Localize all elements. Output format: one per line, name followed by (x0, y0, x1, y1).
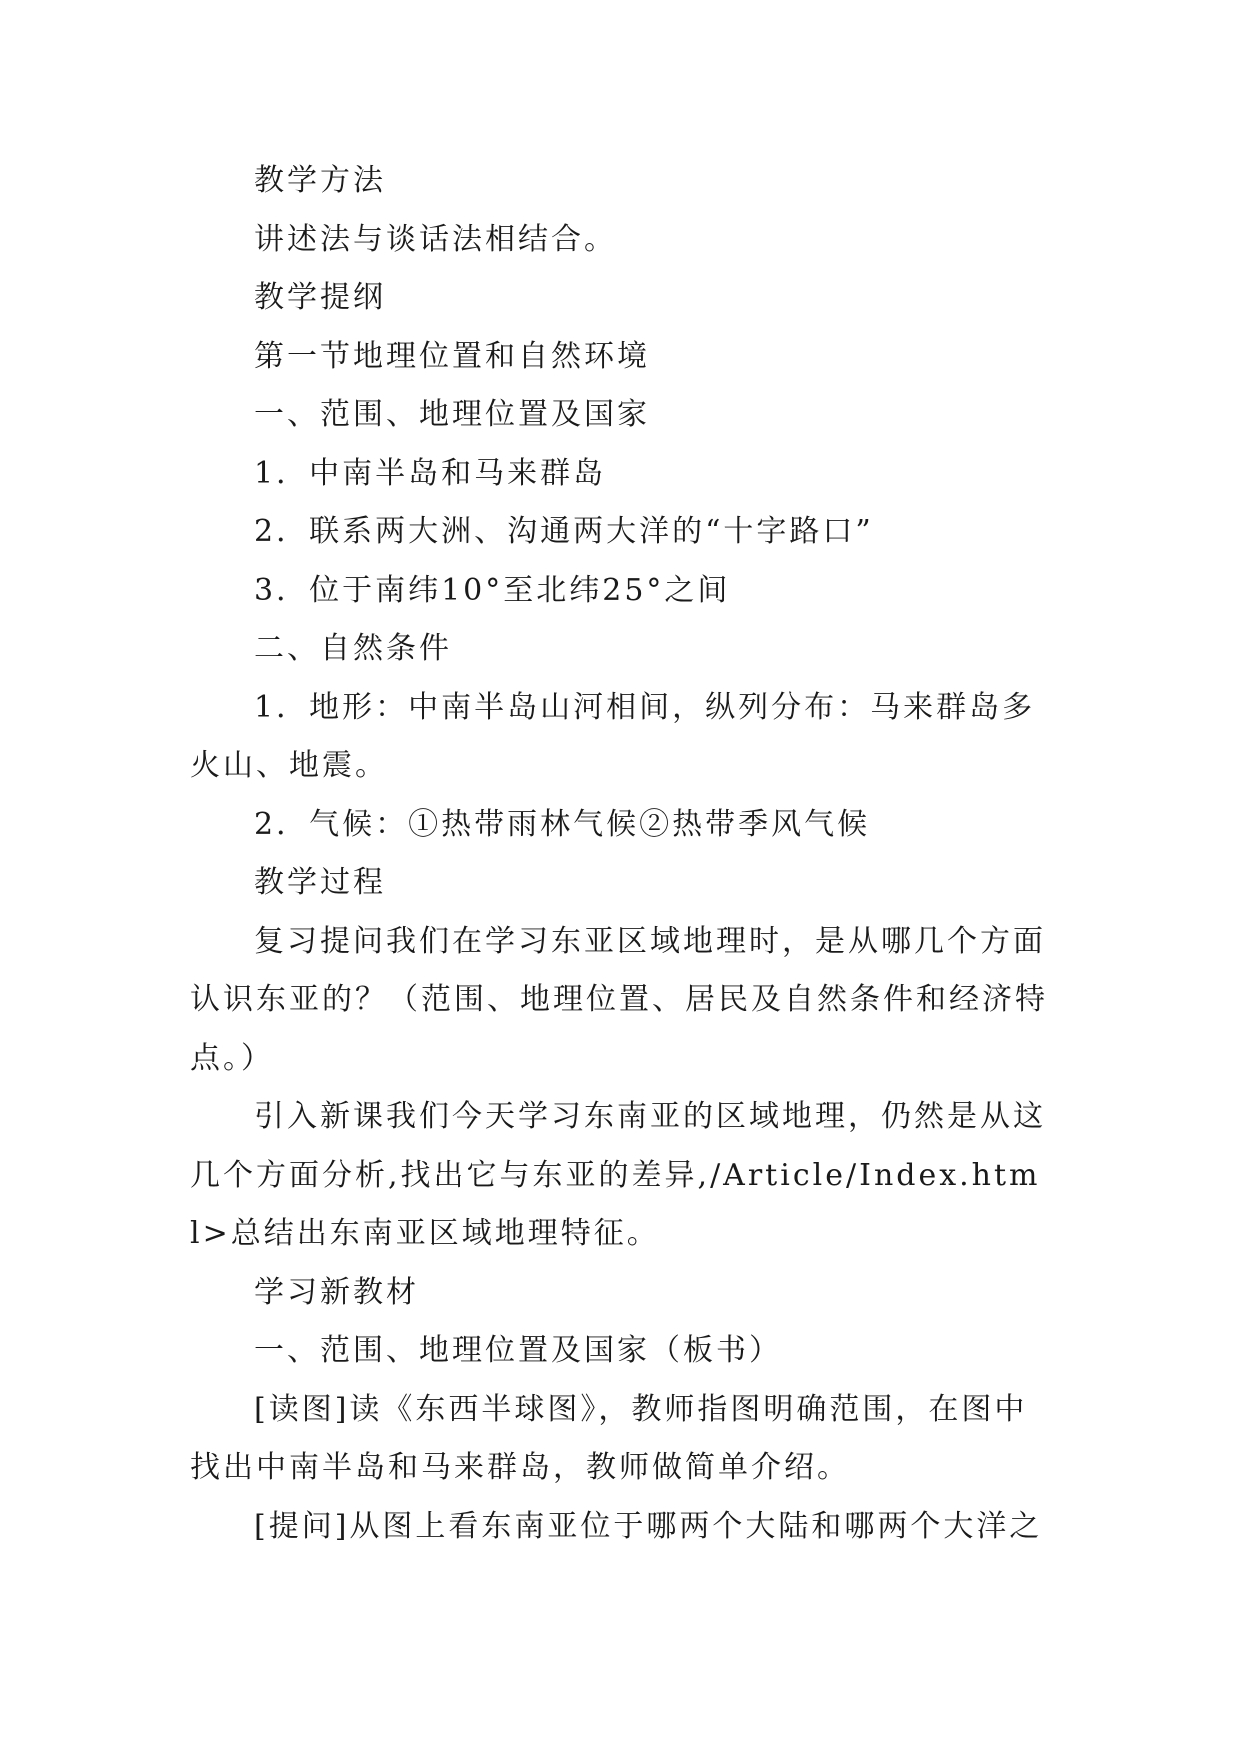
outline-subitem-1-2: 2．联系两大洲、沟通两大洋的“十字路口” (254, 514, 874, 549)
paragraph-review-question: 复习提问我们在学习东亚区域地理时，是从哪几个方面认识东亚的？（范围、地理位置、居民及自然条件和经济特点。） (190, 923, 1048, 1076)
paragraph-map-reading: [读图]读《东西半球图》，教师指图明确范围，在图中找出中南半岛和马来群岛，教师做简单介绍。 (190, 1391, 1028, 1485)
outline-subitem-1-1: 1．中南半岛和马来群岛 (254, 455, 607, 491)
outline-section-title: 第一节地理位置和自然环境 (254, 338, 650, 374)
outline-subitem-1-3: 3．位于南纬10°至北纬25°之间 (254, 572, 731, 608)
outline-subitem-2-2: 2．气候：①热带雨林气候②热带季风气候 (254, 806, 871, 842)
paragraph-board-note: 一、范围、地理位置及国家（板书） (254, 1333, 782, 1368)
document-body (190, 152, 1050, 1556)
outline-item-1: 一、范围、地理位置及国家 (254, 397, 650, 432)
outline-subitem-2-1: 1．地形：中南半岛山河相间，纵列分布：马来群岛多火山、地震。 (190, 689, 1036, 783)
heading-teaching-process: 教学过程 (254, 865, 386, 900)
paragraph-introduction: 引入新课我们今天学习东南亚的区域地理，仍然是从这几个方面分析,找出它与东亚的差异,/Article/Index.html>总结出东南亚区域地理特征。 (190, 1099, 1046, 1251)
heading-teaching-outline: 教学提纲 (254, 280, 386, 315)
paragraph-method-text: 讲述法与谈话法相结合。 (254, 221, 617, 257)
outline-item-2: 二、自然条件 (254, 631, 452, 666)
paragraph-question: [提问]从图上看东南亚位于哪两个大陆和哪两个大洋之 (254, 1508, 1043, 1544)
heading-teaching-method: 教学方法 (254, 163, 386, 198)
heading-new-material: 学习新教材 (254, 1274, 419, 1310)
